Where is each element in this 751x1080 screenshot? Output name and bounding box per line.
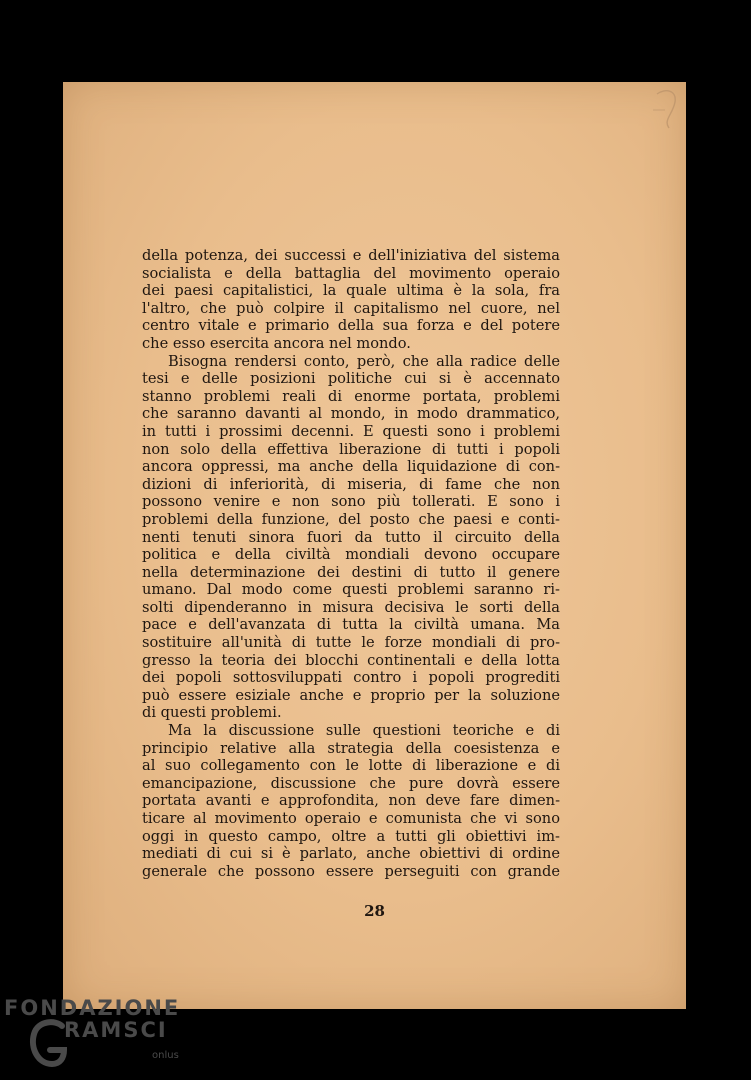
text-line: stanno problemi reali di enorme portata, problemi	[142, 387, 560, 405]
text-line: solti dipenderanno in misura decisiva le sorti della	[142, 598, 560, 616]
text-line: Bisogna rendersi conto, però, che alla radice delle	[168, 352, 560, 370]
text-line: possono venire e non sono più tollerati. E sono i	[142, 493, 560, 511]
text-line: che esso esercita ancora nel mondo.	[142, 334, 411, 352]
text-line: in tutti i prossimi decenni. E questi sono i problemi	[142, 422, 560, 440]
pencil-annotation	[653, 86, 683, 132]
text-line: politica e della civiltà mondiali devono occupare	[142, 546, 560, 564]
text-line: umano. Dal modo come questi problemi saranno ri-	[142, 581, 560, 599]
watermark-subtitle: onlus	[152, 1050, 179, 1061]
text-line: di questi problemi.	[142, 704, 282, 722]
watermark-line2: RAMSCI	[64, 1018, 168, 1042]
text-line: nella determinazione dei destini di tutto il genere	[142, 563, 560, 581]
text-line: problemi della funzione, del posto che paesi e conti-	[142, 510, 560, 528]
text-line: dei popoli sottosviluppati contro i popoli progrediti	[142, 669, 560, 687]
text-line: della potenza, dei successi e dell'iniziativa del sistema	[142, 247, 560, 264]
fondazione-gramsci-watermark	[4, 996, 184, 1076]
text-line: oggi in questo campo, oltre a tutti gli obiettivi im-	[142, 827, 560, 845]
text-line: centro vitale e primario della sua forza e del potere	[142, 317, 560, 335]
scanned-page	[63, 82, 686, 1009]
text-line: generale che possono essere perseguiti con grande	[142, 862, 560, 880]
page-number: 28	[364, 902, 385, 920]
text-line: mediati di cui si è parlato, anche obiettivi di ordine	[142, 845, 560, 863]
text-line: dizioni di inferiorità, di miseria, di fame che non	[142, 475, 560, 493]
text-line: che saranno davanti al mondo, in modo drammatico,	[142, 405, 560, 423]
text-line: sostituire all'unità di tutte le forze mondiali di pro-	[142, 634, 560, 652]
text-line: socialista e della battaglia del movimento operaio	[142, 264, 560, 282]
watermark-line1: FONDAZIONE	[4, 996, 181, 1020]
text-line: al suo collegamento con le lotte di liberazione e di	[142, 757, 560, 775]
text-line: l'altro, che può colpire il capitalismo nel cuore, nel	[142, 299, 560, 317]
body-text	[142, 247, 560, 880]
text-line: non solo della effettiva liberazione di tutti i popoli	[142, 440, 560, 458]
text-line: Ma la discussione sulle questioni teoriche e di	[168, 722, 560, 740]
text-line: principio relative alla strategia della coesistenza e	[142, 739, 560, 757]
text-line: dei paesi capitalistici, la quale ultima è la sola, fra	[142, 282, 560, 300]
text-line: emancipazione, discussione che pure dovrà essere	[142, 774, 560, 792]
text-line: ticare al movimento operaio e comunista che vi sono	[142, 810, 560, 827]
text-line: tesi e delle posizioni politiche cui si è accennato	[142, 370, 560, 388]
text-line: gresso la teoria dei blocchi continentali e della lotta	[142, 651, 560, 669]
text-line: nenti tenuti sinora fuori da tutto il circuito della	[142, 528, 560, 546]
gramsci-g-logo-icon	[28, 1018, 68, 1070]
text-line: pace e dell'avanzata di tutta la civiltà umana. Ma	[142, 616, 560, 634]
text-line: portata avanti e approfondita, non deve fare dimen-	[142, 792, 560, 810]
text-line: ancora oppressi, ma anche della liquidazione di con-	[142, 458, 560, 476]
text-line: può essere esiziale anche e proprio per la soluzione	[142, 686, 560, 704]
